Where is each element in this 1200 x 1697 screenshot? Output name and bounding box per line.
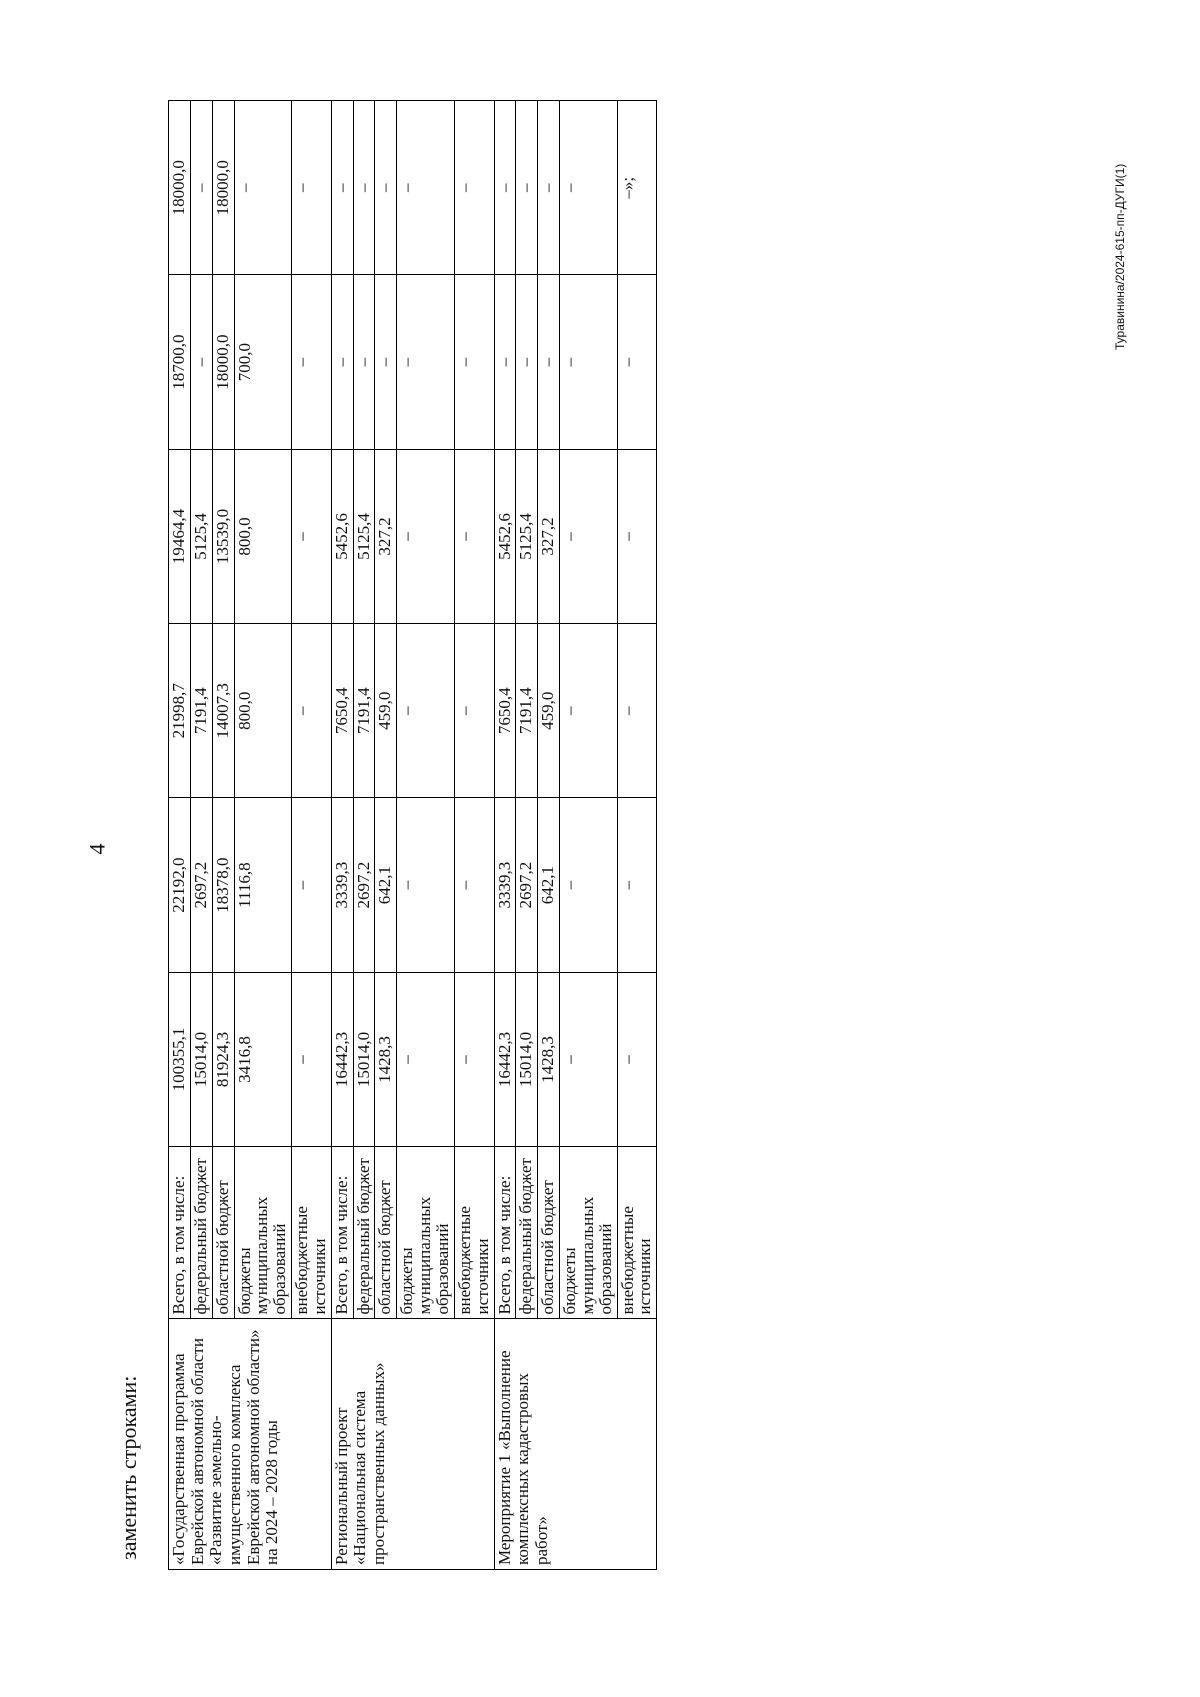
amount-cell: 13539,0	[212, 449, 234, 623]
amount-cell: –	[292, 101, 332, 275]
amount-cell: 327,2	[538, 449, 560, 623]
amount-cell: 7191,4	[190, 624, 212, 798]
amount-cell: –	[454, 972, 494, 1146]
amount-cell: 18378,0	[212, 798, 234, 972]
funding-source-cell: Всего, в том числе:	[169, 1147, 191, 1319]
amount-cell: –	[617, 798, 657, 972]
amount-cell: 3339,3	[494, 798, 516, 972]
amount-cell: –	[617, 624, 657, 798]
amount-cell: –	[454, 798, 494, 972]
amount-cell: –	[292, 449, 332, 623]
amount-cell: 800,0	[234, 449, 292, 623]
funding-source-cell: бюджеты муниципальных образований	[560, 1147, 618, 1319]
amount-cell: –	[397, 624, 455, 798]
amount-cell: –	[292, 972, 332, 1146]
table-row	[169, 101, 191, 1570]
amount-cell: 642,1	[538, 798, 560, 972]
amount-cell: 5125,4	[516, 449, 538, 623]
amount-cell: 100355,1	[169, 972, 191, 1146]
amount-cell: –	[454, 449, 494, 623]
amount-cell: 1116,8	[234, 798, 292, 972]
amount-cell: 700,0	[234, 275, 292, 449]
amount-cell: 15014,0	[516, 972, 538, 1146]
amount-cell: 15014,0	[353, 972, 375, 1146]
amount-cell: –	[538, 275, 560, 449]
amount-cell: –	[353, 275, 375, 449]
amount-cell: 16442,3	[494, 972, 516, 1146]
funding-source-cell: внебюджетные источники	[454, 1147, 494, 1319]
funding-source-cell: областной бюджет	[212, 1147, 234, 1319]
amount-cell: 642,1	[375, 798, 397, 972]
amount-cell: –	[560, 972, 618, 1146]
amount-cell: 2697,2	[516, 798, 538, 972]
amount-cell: –	[331, 101, 353, 275]
amount-cell: 3416,8	[234, 972, 292, 1146]
amount-cell: –	[560, 101, 618, 275]
amount-cell: –	[494, 101, 516, 275]
funding-table-wrapper	[168, 100, 657, 1570]
amount-cell: –	[397, 101, 455, 275]
funding-table	[168, 100, 657, 1570]
page-number: 4	[84, 843, 110, 855]
funding-source-cell: областной бюджет	[538, 1147, 560, 1319]
amount-cell: 19464,4	[169, 449, 191, 623]
amount-cell: 1428,3	[375, 972, 397, 1146]
table-row	[331, 101, 353, 1570]
funding-source-cell: бюджеты муниципальных образований	[234, 1147, 292, 1319]
amount-cell: –	[190, 275, 212, 449]
funding-source-cell: внебюджетные источники	[617, 1147, 657, 1319]
amount-cell: –	[454, 275, 494, 449]
funding-source-cell: Всего, в том числе:	[494, 1147, 516, 1319]
funding-source-cell: Всего, в том числе:	[331, 1147, 353, 1319]
amount-cell: 18000,0	[212, 275, 234, 449]
funding-source-cell: внебюджетные источники	[292, 1147, 332, 1319]
amount-cell: 18000,0	[212, 101, 234, 275]
amount-cell: 2697,2	[353, 798, 375, 972]
funding-source-cell: областной бюджет	[375, 1147, 397, 1319]
amount-cell: –	[494, 275, 516, 449]
amount-cell: –	[375, 275, 397, 449]
amount-cell: 800,0	[234, 624, 292, 798]
amount-cell: –»;	[617, 101, 657, 275]
amount-cell: 7191,4	[516, 624, 538, 798]
amount-cell: 15014,0	[190, 972, 212, 1146]
amount-cell: –	[516, 101, 538, 275]
funding-source-cell: федеральный бюджет	[353, 1147, 375, 1319]
amount-cell: 18000,0	[169, 101, 191, 275]
amount-cell: 22192,0	[169, 798, 191, 972]
amount-cell: 459,0	[538, 624, 560, 798]
amount-cell: 5125,4	[190, 449, 212, 623]
amount-cell: –	[292, 624, 332, 798]
amount-cell: –	[375, 101, 397, 275]
amount-cell: 5452,6	[331, 449, 353, 623]
amount-cell: –	[617, 972, 657, 1146]
amount-cell: –	[454, 101, 494, 275]
amount-cell: 18700,0	[169, 275, 191, 449]
amount-cell: –	[397, 275, 455, 449]
footer-document-code: Туравинина/2024-615-пп-ДУГИ(1)	[1113, 163, 1127, 350]
amount-cell: –	[292, 798, 332, 972]
amount-cell: –	[397, 798, 455, 972]
amount-cell: 7650,4	[494, 624, 516, 798]
amount-cell: 16442,3	[331, 972, 353, 1146]
amount-cell: –	[353, 101, 375, 275]
funding-source-cell: федеральный бюджет	[190, 1147, 212, 1319]
object-name-cell: Мероприятие 1 «Выполнение комплексных кадастровых работ»	[494, 1319, 657, 1570]
amount-cell: –	[397, 972, 455, 1146]
amount-cell: 5125,4	[353, 449, 375, 623]
amount-cell: 459,0	[375, 624, 397, 798]
amount-cell: 7191,4	[353, 624, 375, 798]
amount-cell: –	[331, 275, 353, 449]
amount-cell: 2697,2	[190, 798, 212, 972]
amount-cell: 327,2	[375, 449, 397, 623]
funding-source-cell: бюджеты муниципальных образований	[397, 1147, 455, 1319]
amount-cell: 81924,3	[212, 972, 234, 1146]
amount-cell: –	[560, 275, 618, 449]
funding-source-cell: федеральный бюджет	[516, 1147, 538, 1319]
amount-cell: –	[292, 275, 332, 449]
amount-cell: –	[560, 798, 618, 972]
amount-cell: 21998,7	[169, 624, 191, 798]
amount-cell: –	[454, 624, 494, 798]
table-row	[494, 101, 516, 1570]
amount-cell: 3339,3	[331, 798, 353, 972]
amount-cell: 14007,3	[212, 624, 234, 798]
amount-cell: 7650,4	[331, 624, 353, 798]
amount-cell: –	[560, 449, 618, 623]
amount-cell: –	[560, 624, 618, 798]
amount-cell: –	[538, 101, 560, 275]
amount-cell: 5452,6	[494, 449, 516, 623]
amount-cell: –	[397, 449, 455, 623]
amount-cell: –	[190, 101, 212, 275]
object-name-cell: Региональный проект «Национальная система пространственных данных»	[331, 1319, 494, 1570]
amount-cell: –	[617, 449, 657, 623]
amount-cell: –	[617, 275, 657, 449]
object-name-cell: «Государственная программа Еврейской автономной области «Развитие земельно-имущественного комплекса Еврейской автономной области» на 2024 – 2028 годы	[169, 1319, 332, 1570]
amount-cell: –	[516, 275, 538, 449]
intro-text: заменить строками:	[116, 1375, 141, 1560]
amount-cell: 1428,3	[538, 972, 560, 1146]
amount-cell: –	[234, 101, 292, 275]
